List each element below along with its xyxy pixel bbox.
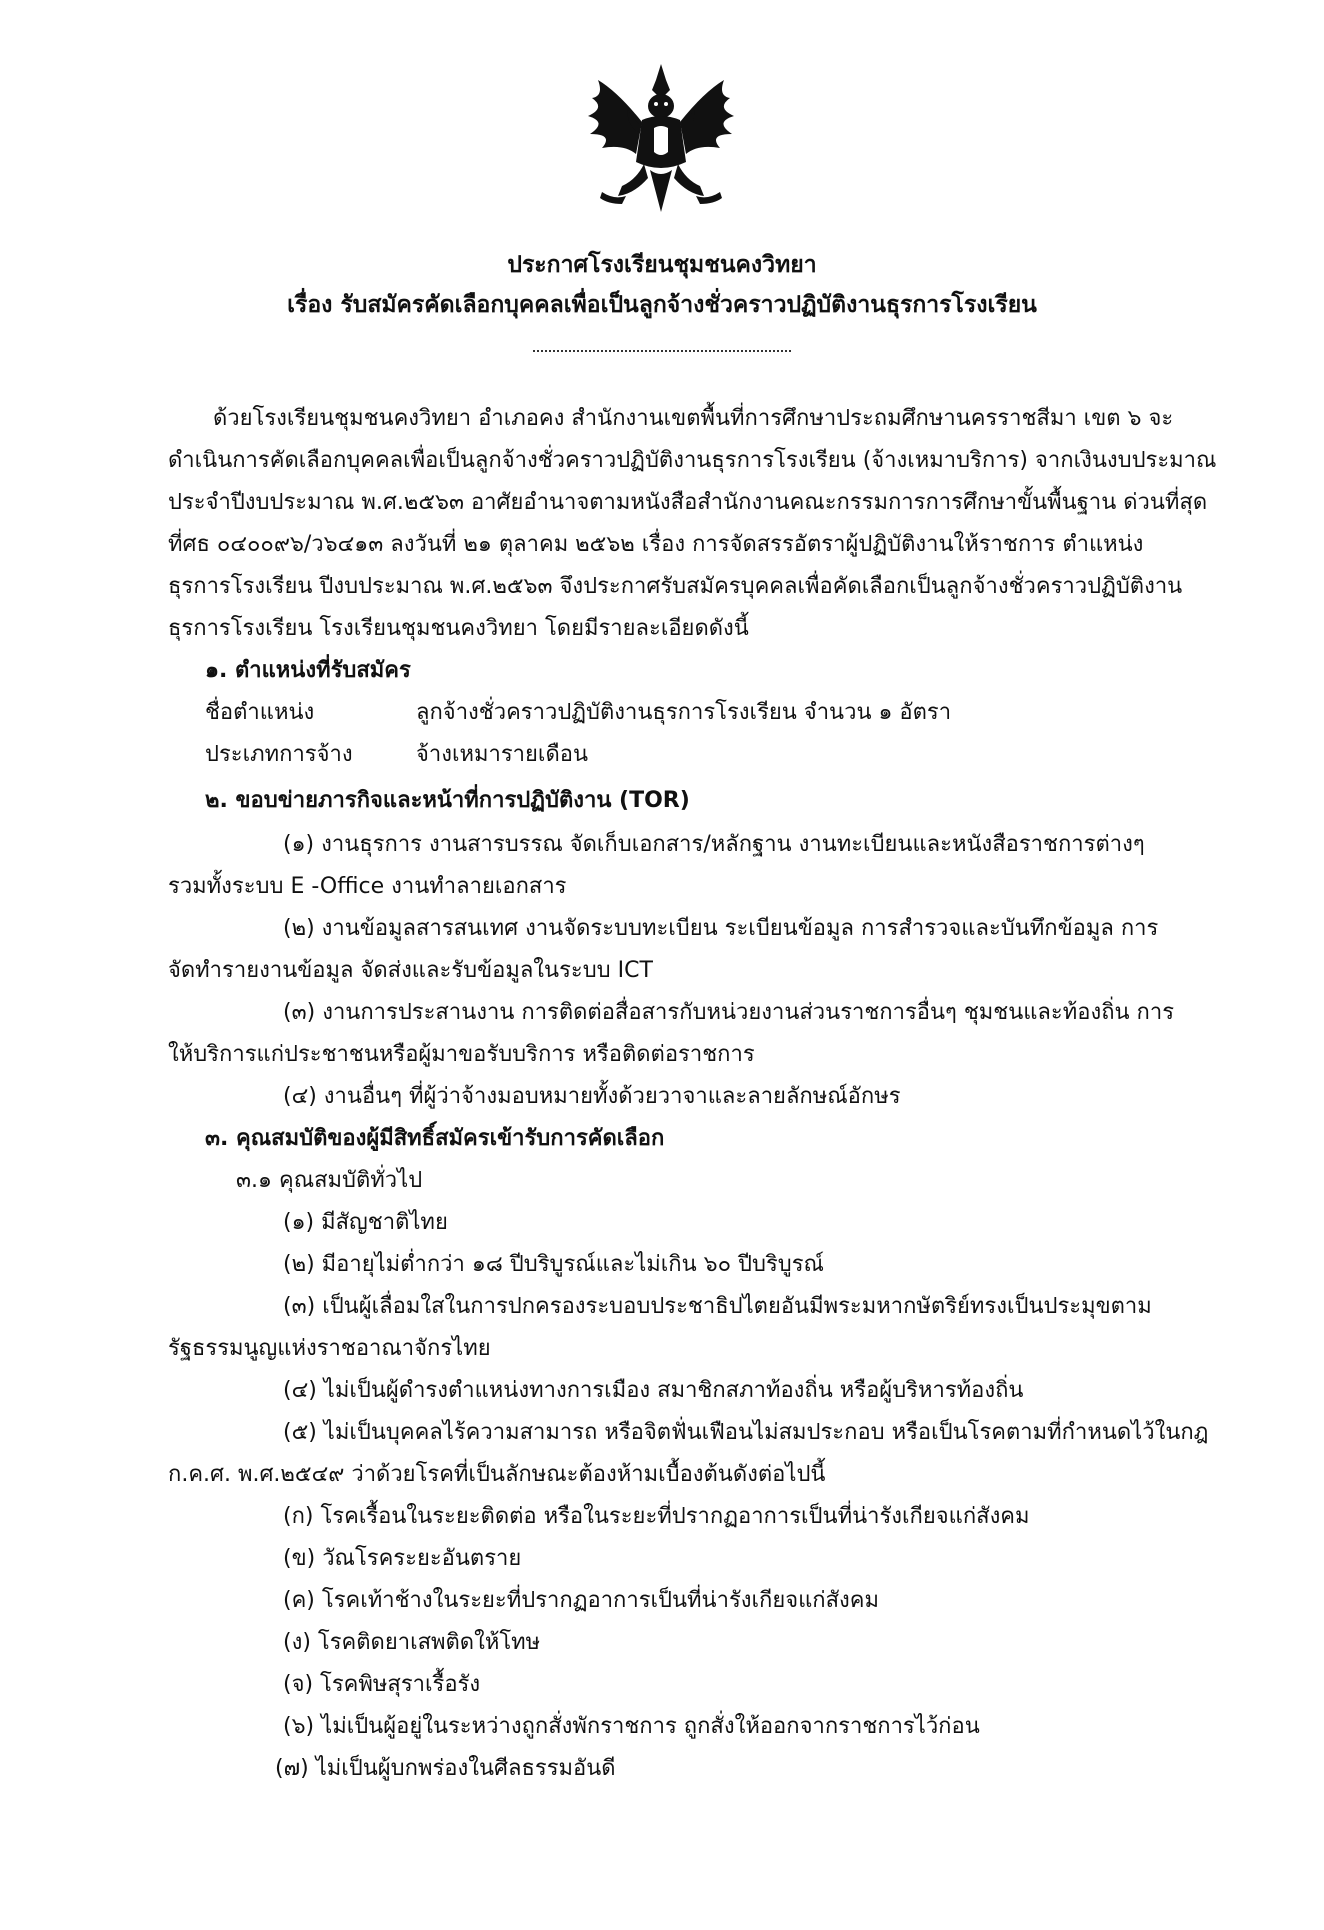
title-dotted-separator xyxy=(533,350,791,352)
disease-item: (ง) โรคติดยาเสพติดให้โทษ xyxy=(283,1630,541,1655)
position-label: ชื่อตำแหน่ง xyxy=(205,700,315,725)
announcement-title: ประกาศโรงเรียนชุมชนคงวิทยา xyxy=(507,252,817,278)
tor-line: (๒) งานข้อมูลสารสนเทศ งานจัดระบบทะเบียน ระเบียนข้อมูล การสำรวจและบันทึกข้อมูล การ xyxy=(283,916,1159,941)
section3-heading: ๓. คุณสมบัติของผู้มีสิทธิ์สมัครเข้ารับการคัดเลือก xyxy=(205,1126,665,1151)
intro-line: ดำเนินการคัดเลือกบุคคลเพื่อเป็นลูกจ้างชั่วคราวปฏิบัติงานธุรการโรงเรียน (จ้างเหมาบริการ) จากเงินงบประมาณ xyxy=(168,448,1217,473)
qualification-line: (๔) ไม่เป็นผู้ดำรงตำแหน่งทางการเมือง สมาชิกสภาท้องถิ่น หรือผู้บริหารท้องถิ่น xyxy=(283,1378,1024,1403)
section3-subheading: ๓.๑ คุณสมบัติทั่วไป xyxy=(236,1168,423,1193)
intro-line: ที่ศธ ๐๔๐๐๙๖/ว๖๔๑๓ ลงวันที่ ๒๑ ตุลาคม ๒๕๖๒ เรื่อง การจัดสรรอัตราผู้ปฏิบัติงานให้ราชการ ตำแหน่ง xyxy=(168,532,1144,557)
tor-line: (๔) งานอื่นๆ ที่ผู้ว่าจ้างมอบหมายทั้งด้วยวาจาและลายลักษณ์อักษร xyxy=(283,1084,901,1109)
announcement-subject: เรื่อง รับสมัครคัดเลือกบุคคลเพื่อเป็นลูกจ้างชั่วคราวปฏิบัติงานธุรการโรงเรียน xyxy=(287,292,1037,318)
qualification-line: (๖) ไม่เป็นผู้อยู่ในระหว่างถูกสั่งพักราชการ ถูกสั่งให้ออกจากราชการไว้ก่อน xyxy=(283,1714,980,1739)
disease-item: (ค) โรคเท้าช้างในระยะที่ปรากฏอาการเป็นที่น่ารังเกียจแก่สังคม xyxy=(283,1588,880,1613)
qualification-line: ก.ค.ศ. พ.ศ.๒๕๔๙ ว่าด้วยโรคที่เป็นลักษณะต้องห้ามเบื้องต้นดังต่อไปนี้ xyxy=(168,1462,826,1487)
qualification-line: (๑) มีสัญชาติไทย xyxy=(283,1210,448,1235)
qualification-line: รัฐธรรมนูญแห่งราชอาณาจักรไทย xyxy=(168,1336,491,1361)
disease-item: (ก) โรคเรื้อนในระยะติดต่อ หรือในระยะที่ปรากฏอาการเป็นที่น่ารังเกียจแก่สังคม xyxy=(283,1504,1030,1529)
tor-line: (๓) งานการประสานงาน การติดต่อสื่อสารกับหน่วยงานส่วนราชการอื่นๆ ชุมชนและท้องถิ่น การ xyxy=(283,1000,1175,1025)
tor-line: ให้บริการแก่ประชาชนหรือผู้มาขอรับบริการ หรือติดต่อราชการ xyxy=(168,1042,755,1067)
disease-item: (จ) โรคพิษสุราเรื้อรัง xyxy=(283,1672,481,1697)
intro-line: ประจำปีงบประมาณ พ.ศ.๒๕๖๓ อาศัยอำนาจตามหนังสือสำนักงานคณะกรรมการการศึกษาขั้นพื้นฐาน ด่วนที่สุด xyxy=(168,490,1208,515)
tor-line: (๑) งานธุรการ งานสารบรรณ จัดเก็บเอกสาร/หลักฐาน งานทะเบียนและหนังสือราชการต่างๆ xyxy=(283,832,1145,857)
qualification-line: (๗) ไม่เป็นผู้บกพร่องในศีลธรรมอันดี xyxy=(275,1756,616,1781)
section1-heading: ๑. ตำแหน่งที่รับสมัคร xyxy=(205,658,411,683)
employment-type-label: ประเภทการจ้าง xyxy=(205,742,353,767)
intro-line: ธุรการโรงเรียน โรงเรียนชุมชนคงวิทยา โดยมีรายละเอียดดังนี้ xyxy=(168,616,749,641)
tor-line: จัดทำรายงานข้อมูล จัดส่งและรับข้อมูลในระบบ ICT xyxy=(168,958,653,983)
tor-line: รวมทั้งระบบ E -Office งานทำลายเอกสาร xyxy=(168,874,567,899)
position-value: ลูกจ้างชั่วคราวปฏิบัติงานธุรการโรงเรียน จำนวน ๑ อัตรา xyxy=(416,700,952,725)
disease-item: (ข) วัณโรคระยะอันตราย xyxy=(283,1546,522,1571)
intro-line: ด้วยโรงเรียนชุมชนคงวิทยา อำเภอคง สำนักงานเขตพื้นที่การศึกษาประถมศึกษานครราชสีมา เขต ๖ จะ xyxy=(213,406,1174,431)
garuda-emblem-icon xyxy=(578,62,744,222)
qualification-line: (๕) ไม่เป็นบุคคลไร้ความสามารถ หรือจิตฟั่นเฟือนไม่สมประกอบ หรือเป็นโรคตามที่กำหนดไว้ในกฎ xyxy=(283,1420,1209,1445)
qualification-line: (๒) มีอายุไม่ต่ำกว่า ๑๘ ปีบริบูรณ์และไม่เกิน ๖๐ ปีบริบูรณ์ xyxy=(283,1252,824,1277)
employment-type-value: จ้างเหมารายเดือน xyxy=(416,742,588,767)
intro-line: ธุรการโรงเรียน ปีงบประมาณ พ.ศ.๒๕๖๓ จึงประกาศรับสมัครบุคคลเพื่อคัดเลือกเป็นลูกจ้างชั่วคราวปฏิบัติงาน xyxy=(168,574,1183,599)
section2-heading: ๒. ขอบข่ายภารกิจและหน้าที่การปฏิบัติงาน (TOR) xyxy=(205,788,690,813)
qualification-line: (๓) เป็นผู้เลื่อมใสในการปกครองระบอบประชาธิปไตยอันมีพระมหากษัตริย์ทรงเป็นประมุขตาม xyxy=(283,1294,1152,1319)
